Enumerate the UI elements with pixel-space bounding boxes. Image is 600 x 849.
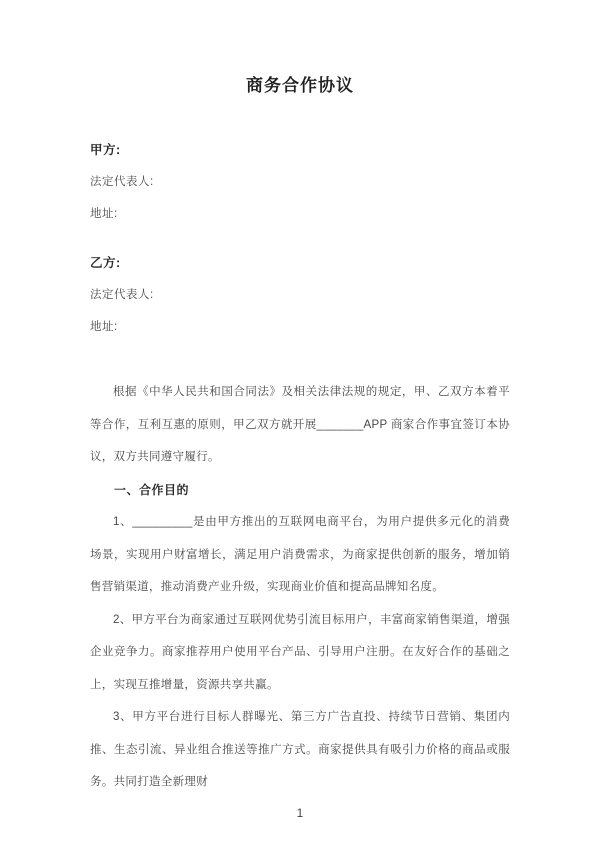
section-1-paragraph-2: 2、甲方平台为商家通过互联网优势引流目标用户，丰富商家销售渠道，增强企业竞争力。商家推荐用户使用平台产品、引导用户注册。在友好合作的基础之上，实现互推增量，资源共享共赢。 bbox=[90, 613, 510, 691]
party-b-legal-representative-label: 法定代表人: bbox=[90, 289, 154, 301]
section-1-paragraph-1: 1、_________是由甲方推出的互联网电商平台，为用户提供多元化的消费场景，实现用户财富增长，满足用户消费需求，为商家提供创新的服务，增加销售营销渠道，推动消费产业升级，实现商业价值和提高品牌知名度。 bbox=[90, 516, 510, 593]
section-1-paragraph-3: 3、甲方平台进行目标人群曝光、第三方广告直投、持续节日营销、集团内推、生态引流、异业组合推送等推广方式。商家提供具有吸引力价格的商品或服务。共同打造全新理财 bbox=[90, 711, 510, 788]
document-title: 商务合作协议 bbox=[246, 76, 354, 95]
preamble-paragraph: 根据《中华人民共和国合同法》及相关法律法规的规定，甲、乙双方本着平等合作，互利互惠的原则，甲乙双方就开展_______APP 商家合作事宜签订本协议，双方共同遵守履行。 bbox=[90, 386, 510, 463]
section-1-heading: 一、合作目的 bbox=[114, 482, 190, 497]
party-b-address-label: 地址: bbox=[90, 321, 118, 333]
party-a-block bbox=[90, 134, 510, 230]
party-b-block bbox=[90, 247, 510, 343]
party-b-label: 乙方: bbox=[90, 256, 121, 270]
party-a-label: 甲方: bbox=[90, 143, 121, 157]
party-a-legal-representative-label: 法定代表人: bbox=[90, 176, 154, 188]
contract-body bbox=[90, 376, 510, 799]
party-a-address-label: 地址: bbox=[90, 208, 118, 220]
page-number: 1 bbox=[296, 807, 304, 820]
